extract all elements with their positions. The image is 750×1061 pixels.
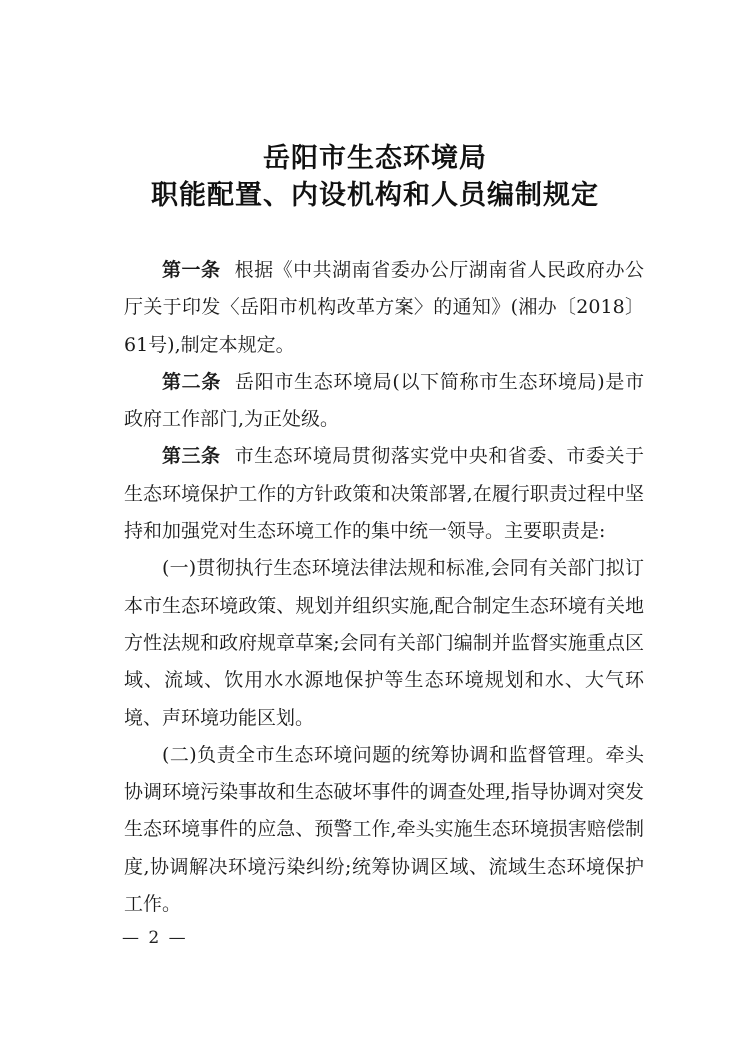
- article-2: [124, 364, 644, 439]
- document-title-line-1: 岳阳市生态环境局: [263, 143, 487, 174]
- duty-item-1: (一)贯彻执行生态环境法律法规和标准,会同有关部门拟订本市生态环境政策、规划并组织实施,配合制定生态环境有关地方性法规和政府规章草案;会同有关部门编制并监督实施重点区域、流域、饮用水水源地保护等生态环境规划和水、大气环境、声环境功能区划。: [124, 557, 644, 729]
- article-text: 岳阳市生态环境局(以下简称市生态环境局)是市政府工作部门,为正处级。: [124, 370, 644, 431]
- article-3: [124, 438, 644, 550]
- article-label: 第二条: [162, 370, 222, 393]
- document-title-line-2: 职能配置、内设机构和人员编制规定: [151, 180, 599, 211]
- document-body: [124, 252, 644, 923]
- article-label: 第一条: [162, 259, 221, 281]
- article-text: 市生态环境局贯彻落实党中央和省委、市委关于生态环境保护工作的方针政策和决策部署,在履行职责过程中坚持和加强党对生态环境工作的集中统一领导。主要职责是:: [124, 445, 644, 543]
- article-text: 根据《中共湖南省委办公厅湖南省人民政府办公厅关于印发〈岳阳市机构改革方案〉的通知》(湘办〔2018〕61号),制定本规定。: [124, 259, 644, 356]
- article-1: [124, 252, 644, 364]
- duty-item-2: (二)负责全市生态环境问题的统筹协调和监督管理。牵头协调环境污染事故和生态破坏事件的调查处理,指导协调对突发生态环境事件的应急、预警工作,牵头实施生态环境损害赔偿制度,协调解决环境污染纠纷;统筹协调区域、流域生态环境保护工作。: [124, 743, 644, 916]
- page-number: — 2 —: [122, 928, 188, 948]
- article-label: 第三条: [162, 445, 221, 468]
